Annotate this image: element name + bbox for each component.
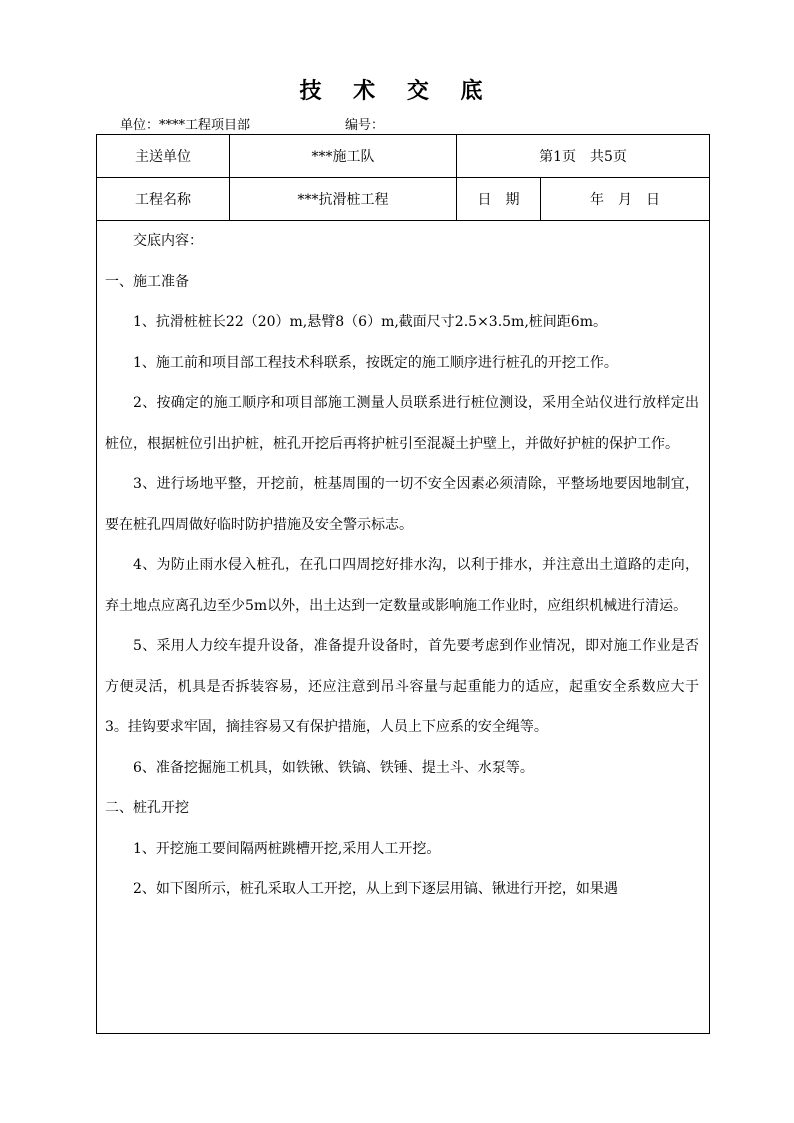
paragraph: 5、采用人力绞车提升设备，准备提升设备时，首先要考虑到作业情况，即对施工作业是否方便灵活，机具是否拆装容易，还应注意到吊斗容量与起重能力的适应，起重安全系数应大于3。挂钩要求牢固，摘挂容易又有保护措施，人员上下应系的安全绳等。 <box>105 638 700 735</box>
content-label: 交底内容： <box>133 233 203 249</box>
paragraph: 1、施工前和项目部工程技术科联系，按既定的施工顺序进行桩孔的开挖工作。 <box>133 354 618 371</box>
paragraph: 2、如下图所示，桩孔采取人工开挖，从上到下逐层用镐、锹进行开挖，如果遇 <box>133 881 618 897</box>
paragraph: 2、按确定的施工顺序和项目部施工测量人员联系进行桩位测设，采用全站仪进行放样定出桩位，根据桩位引出护桩，桩孔开挖后再将护桩引至混凝土护壁上，并做好护桩的保护工作。 <box>105 395 700 452</box>
paragraph: 1、开挖施工要间隔两桩跳槽开挖,采用人工开挖。 <box>133 840 441 857</box>
paragraph: 6、准备挖掘施工机具，如铁锹、铁镐、铁锤、提土斗、水泵等。 <box>133 759 534 776</box>
number-label: 编号： <box>345 118 385 133</box>
recipient-value: ***施工队 <box>230 135 457 178</box>
section-heading-1: 一、施工准备 <box>105 273 189 290</box>
content-cell <box>97 221 710 1034</box>
paragraph: 4、为防止雨水侵入桩孔，在孔口四周挖好排水沟，以利于排水，并注意出土道路的走向，弃土地点应离孔边至少5m以外，出土达到一定数量或影响施工作业时，应组织机械进行清运。 <box>105 557 700 614</box>
project-name-value: ***抗滑桩工程 <box>230 178 457 221</box>
table-row-project <box>97 178 710 221</box>
paragraph: 3、进行场地平整，开挖前，桩基周围的一切不安全因素必须清除，平整场地要因地制宜，要在桩孔四周做好临时防护措施及安全警示标志。 <box>105 476 700 533</box>
briefing-content <box>97 221 709 910</box>
project-name-label: 工程名称 <box>97 178 230 221</box>
page-indicator: 第1页 共5页 <box>457 135 710 178</box>
recipient-label: 主送单位 <box>97 135 230 178</box>
date-label: 日 期 <box>457 178 541 221</box>
unit-label: 单位：****工程项目部 <box>120 118 251 133</box>
date-value: 年 月 日 <box>541 178 710 221</box>
table-row-recipient <box>97 135 710 178</box>
document-title: 技 术 交 底 <box>299 78 495 104</box>
section-heading-2: 二、桩孔开挖 <box>105 800 189 816</box>
paragraph: 1、抗滑桩桩长22（20）m,悬臂8（6）m,截面尺寸2.5×3.5m,桩间距6m。 <box>133 314 607 330</box>
table-row-content <box>97 221 710 1034</box>
briefing-table <box>96 134 710 1034</box>
